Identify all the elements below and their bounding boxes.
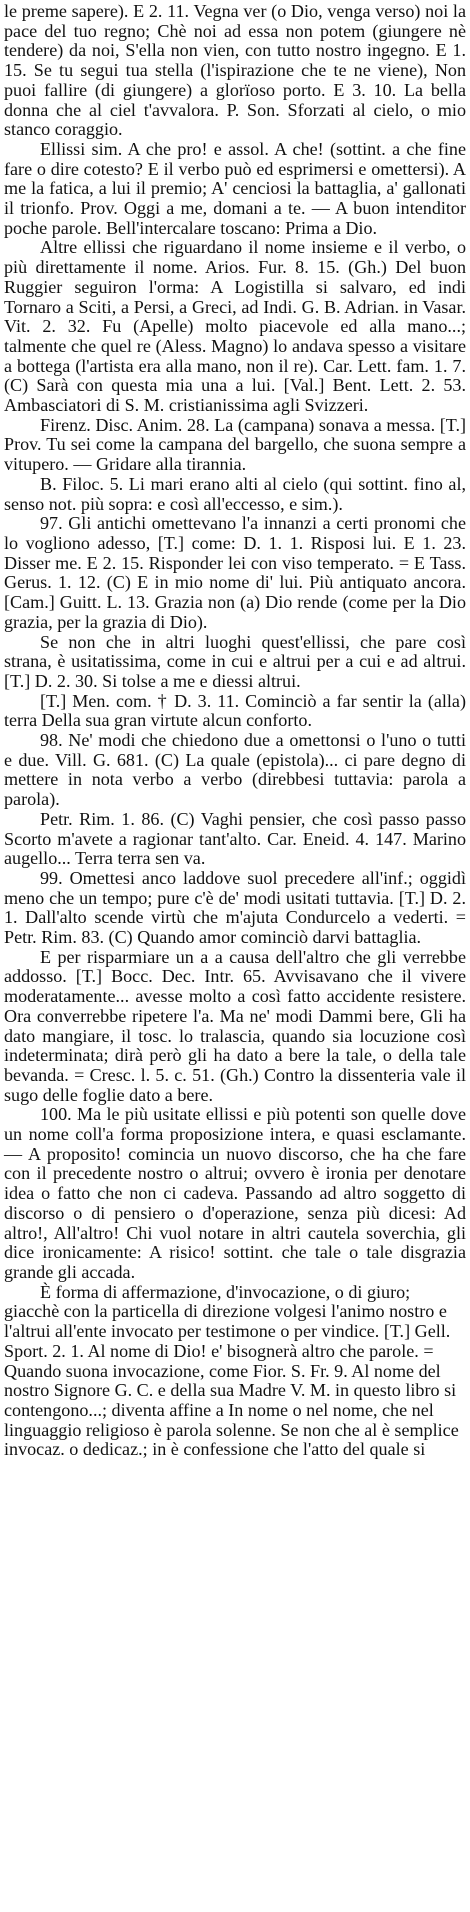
paragraph-8: [T.] Men. com. † D. 3. 11. Cominciò a far sentir la (alla) terra Della sua gran virtute alcun conforto. — [4, 690, 466, 731]
paragraph-10: Petr. Rim. 1. 86. (C) Vaghi pensier, che così passo passo Scorto m'avete a ragionar tant'alto. Car. Eneid. 4. 147. Marino augello... Terra terra sen va. — [4, 808, 466, 869]
paragraph-9-section-98: 98. Ne' modi che chiedono due a omettonsi o l'uno o tutti e due. Vill. G. 681. (C) La quale (epistola)... ci pare degno di mettere in nota verbo a verbo (direbbesi tuttavia: parola a parola). — [4, 730, 466, 810]
paragraph-4: Firenz. Disc. Anim. 28. La (campana) sonava a messa. [T.] Prov. Tu sei come la campana del bargello, che suona sempre a vitupero. — Gridare alla tirannia. — [4, 414, 466, 475]
paragraph-5: B. Filoc. 5. Li mari erano alti al cielo (qui sottint. fino al, senso not. più sopra: e così all'eccesso, e sim.). — [4, 473, 466, 514]
paragraph-13-section-100: 100. Ma le più usitate ellissi e più potenti son quelle dove un nome coll'a forma proposizione intera, e quasi esclamante. — A proposito! comincia un nuovo discorso, che ha che fare con il precedente nostro o altrui; ovvero è ironia per denotare idea o fatto che non ci cadeva. Passando ad altro soggetto di discorso o di pensiero o d'operazione, senza più dicesi: Ad altro!, All'altro! Chi vuol notare in altri cautela soverchia, gli dice ironicamente: A risico! sottint. che tale o tale disgrazia grande gli accada. — [4, 1104, 466, 1282]
paragraph-2: Ellissi sim. A che pro! e assol. A che! (sottint. a che fine fare o dire cotesto? E il verbo può ed esprimersi e omettersi). A me la fatica, a lui il premio; A' cenciosi la battaglia, a' gallonati il trionfo. Prov. Oggi a me, domani a te. — A buon intenditor poche parole. Bell'intercalare toscano: Prima a Dio. — [4, 138, 466, 238]
paragraph-7: Se non che in altri luoghi quest'ellissi, che pare così strana, è usitatissima, come in cui e altrui per a cui e ad altrui. [T.] D. 2. 30. Si tolse a me e diessi altrui. — [4, 631, 466, 691]
paragraph-1: le preme sapere). E 2. 11. Vegna ver (o Dio, venga verso) noi la pace del tuo regno; Chè noi ad essa non potem (giungere nè tendere) da noi, S'ella non vien, con tutto nostro ingegno. E 1. 15. Se tu segui tua stella (l'ispirazione che te ne viene), Non puoi fallire (di giungere) a glorïoso porto. E 3. 10. La bella donna che al ciel t'avvalora. P. Son. Sforzati al cielo, o mio stanco coraggio. — [4, 1, 466, 140]
paragraph-3: Altre ellissi che riguardano il nome insieme e il verbo, o più direttamente il nome. Arios. Fur. 8. 15. (Gh.) Del buon Ruggier seguiron l'orma: A Logistilla si salvaro, ed indi Tornaro a Sciti, a Persi, a Greci, ad Indi. G. B. Adrian. in Vasar. Vit. 2. 32. Fu (Apelle) molto piacevole ed alla mano...; talmente che quel re (Aless. Magno) lo andava spesso a visitare a bottega (l'artista era alla mano, non il re). Car. Lett. fam. 1. 7. (C) Sarà con questa mia una a lui. [Val.] Bent. Lett. 2. 53. Ambasciatori di S. M. cristianissima agli Svizzeri. — [4, 237, 466, 416]
paragraph-14: È forma di affermazione, d'invocazione, o di giuro; giacchè con la particella di direzione volgesi l'animo nostro e l'altrui all'ente invocato per testimone o per vindice. [T.] Gell. Sport. 2. 1. Al nome di Dio! e' bisognerà altro che parole. = Quando suona invocazione, come Fior. S. Fr. 9. Al nome del nostro Signore G. C. e della sua Madre V. M. in questo libro si contengono...; diventa affine a In nome o nel nome, che nel linguaggio religioso è parola solenne. Se non che al è semplice invocaz. o dedicaz.; in è confessione che l'atto del quale si — [4, 1281, 459, 1460]
paragraph-11-section-99: 99. Omettesi anco laddove suol precedere all'inf.; oggidì meno che un tempo; pure c'è de' modi usitati tuttavia. [T.] D. 2. 1. Dall'alto scende virtù che m'ajuta Condurcelo a vederti. = Petr. Rim. 83. (C) Quando amor cominciò darvi battaglia. — [4, 867, 466, 948]
paragraph-12: E per risparmiare un a a causa dell'altro che gli verrebbe addosso. [T.] Bocc. Dec. Intr. 65. Avvisavano che il vivere moderatamente... avesse molto a così fatto accidente resistere. Ora converrebbe ripetere l'a. Ma ne' modi Dammi bere, Gli ha dato mangiare, il tosc. lo tralascia, quando sia locuzione così indeterminata; dirà però gli ha dato a bere la tale, o della tale bevanda. = Cresc. l. 5. c. 51. (Gh.) Contro la dissenteria vale il sugo delle foglie dato a bere. — [4, 946, 466, 1105]
paragraph-6-section-97: 97. Gli antichi omettevano l'a innanzi a certi pronomi che lo vogliono adesso, [T.] come: D. 1. 1. Risposi lui. E 1. 23. Disser me. E 2. 15. Risponder lei con viso temperato. = E Tass. Gerus. 1. 12. (C) E in mio nome di' lui. Più antiquato ancora. [Cam.] Guitt. L. 13. Grazia non (a) Dio rende (come per la Dio grazia, per la grazia di Dio). — [4, 513, 466, 632]
